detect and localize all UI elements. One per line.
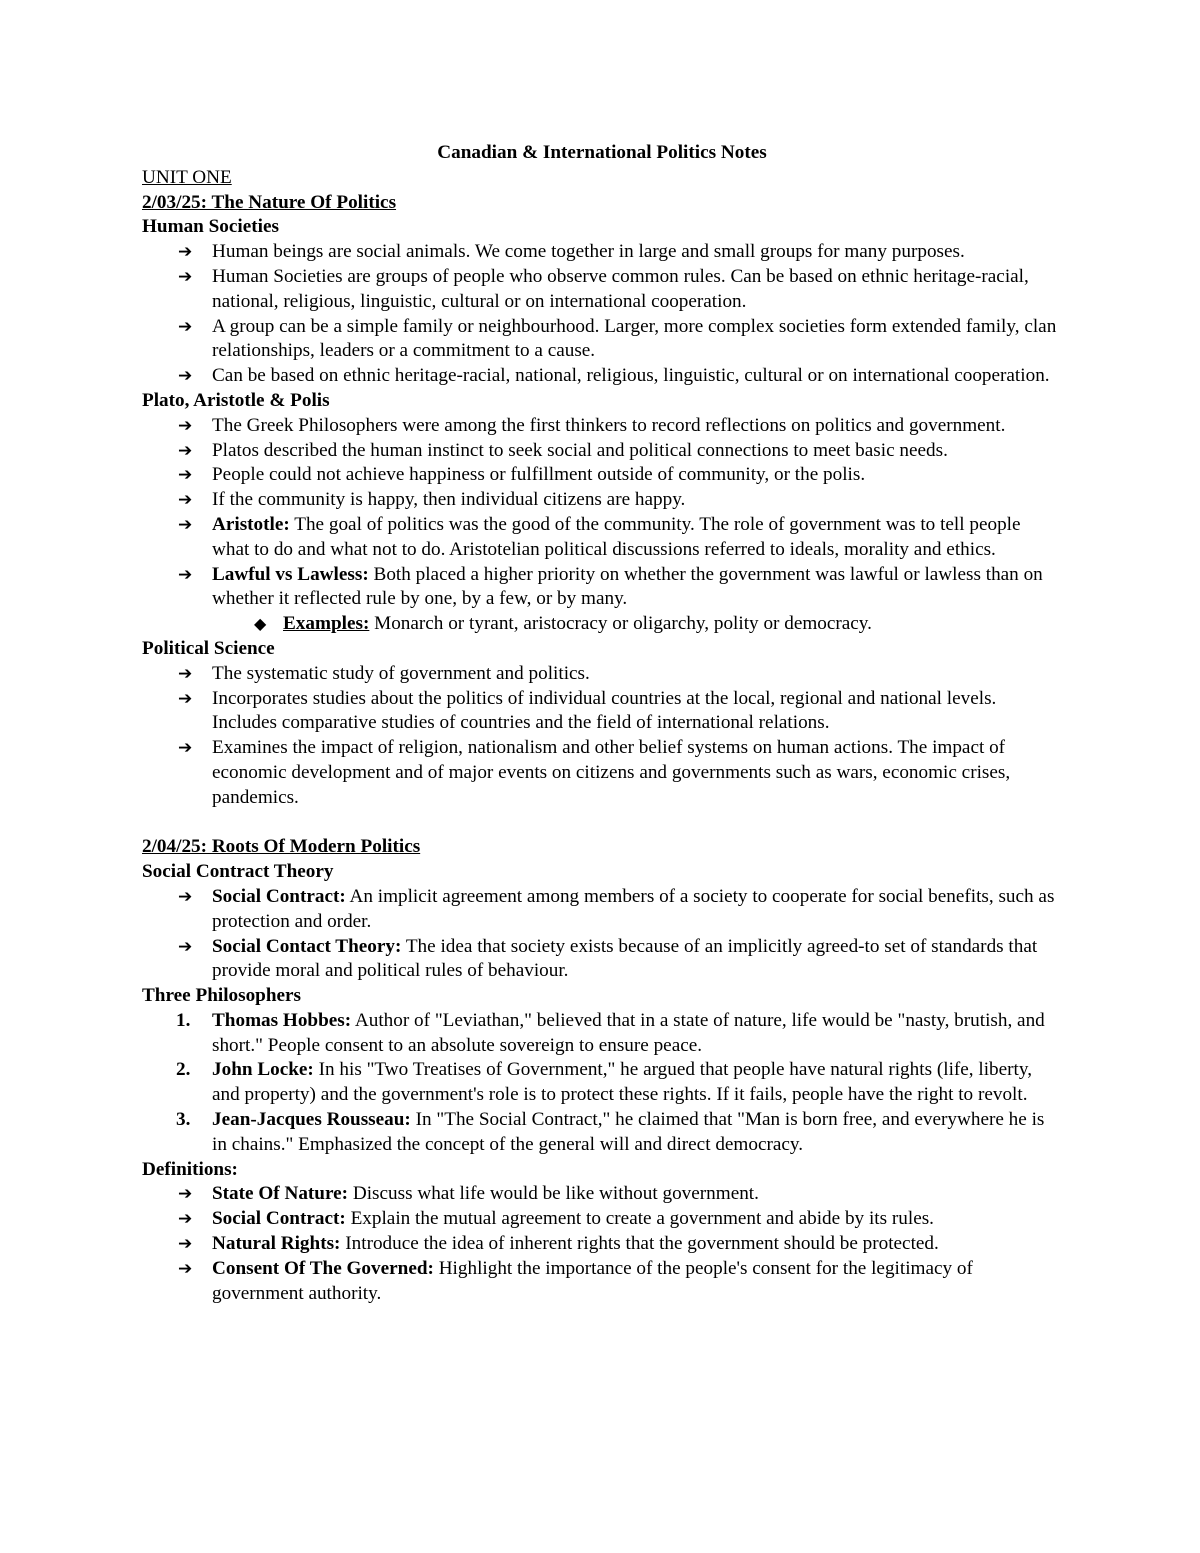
list-item xyxy=(142,1257,1062,1307)
term-label: Social Contract: xyxy=(212,1208,346,1230)
list-item xyxy=(142,439,1062,464)
list-item-text: People could not achieve happiness or fulfillment outside of community, or the polis. xyxy=(212,464,866,486)
blank-line xyxy=(142,811,1062,836)
list-item-text: If the community is happy, then individual citizens are happy. xyxy=(212,489,686,511)
list-item xyxy=(142,488,1062,513)
arrow-icon: ➔ xyxy=(178,440,193,461)
section-heading-social-contract: Social Contract Theory xyxy=(142,861,334,883)
term-text: Explain the mutual agreement to create a government and abide by its rules. xyxy=(345,1208,934,1230)
term-text: Monarch or tyrant, aristocracy or oligarchy, polity or democracy. xyxy=(369,613,872,635)
unit-heading: UNIT ONE xyxy=(142,166,232,188)
term-text: The goal of politics was the good of the community. The role of government was to tell people what to do and what not to do. Aristotelian political discussions referred to ideals, morality and ethics. xyxy=(212,513,1021,560)
page-title: Canadian & International Politics Notes xyxy=(437,142,767,163)
list-item xyxy=(142,1108,1062,1158)
list-item xyxy=(142,935,1062,985)
arrow-icon: ➔ xyxy=(178,1258,193,1279)
arrow-icon: ➔ xyxy=(178,415,193,436)
list-item xyxy=(142,563,1062,613)
term-label: John Locke: xyxy=(212,1059,314,1081)
date-heading: 2/03/25: The Nature Of Politics xyxy=(142,191,397,213)
list-item-text: Human beings are social animals. We come together in large and small groups for many purposes. xyxy=(212,241,965,263)
section-heading-definitions: Definitions: xyxy=(142,1158,238,1180)
list-item xyxy=(142,265,1062,315)
list-item xyxy=(142,1232,1062,1257)
arrow-icon: ➔ xyxy=(178,663,193,684)
term-label: Lawful vs Lawless: xyxy=(212,563,369,585)
list-item-text: The Greek Philosophers were among the first thinkers to record reflections on politics and government. xyxy=(212,414,1006,436)
numbered-list xyxy=(142,1009,1062,1158)
date-heading: 2/04/25: Roots Of Modern Politics xyxy=(142,836,421,858)
arrow-icon: ➔ xyxy=(178,564,193,585)
arrow-icon: ➔ xyxy=(178,316,193,337)
bullet-list xyxy=(142,240,1062,389)
section-heading-plato: Plato, Aristotle & Polis xyxy=(142,389,330,411)
arrow-icon: ➔ xyxy=(178,1184,193,1205)
list-item xyxy=(142,1182,1062,1207)
bullet-list xyxy=(142,662,1062,811)
term-label: Consent Of The Governed: xyxy=(212,1257,434,1279)
arrow-icon: ➔ xyxy=(178,738,193,759)
section-heading-political-science: Political Science xyxy=(142,637,275,659)
sub-bullet-list xyxy=(142,612,1062,637)
arrow-icon: ➔ xyxy=(178,936,193,957)
list-item-text: Examines the impact of religion, nationalism and other belief systems on human actions. The impact of economic development and of major events on citizens and governments such as wars, economic crises, pandemics. xyxy=(212,737,1011,808)
list-item-text: Platos described the human instinct to seek social and political connections to meet basic needs. xyxy=(212,439,948,461)
term-label: Social Contact Theory: xyxy=(212,935,402,957)
term-text: Discuss what life would be like without government. xyxy=(348,1183,759,1205)
list-item xyxy=(142,315,1062,365)
term-text: In "The Social Contract," he claimed that "Man is born free, and everywhere he is in chains." Emphasized the concept of the general will and direct democracy. xyxy=(212,1109,1045,1155)
list-item-text: Human Societies are groups of people who observe common rules. Can be based on ethnic heritage-racial, national, religious, linguistic, cultural or on international cooperation. xyxy=(212,265,1029,312)
term-label: Natural Rights: xyxy=(212,1233,341,1255)
list-item-text: Can be based on ethnic heritage-racial, national, religious, linguistic, cultural or on international cooperation. xyxy=(212,365,1050,387)
list-item xyxy=(142,463,1062,488)
list-item-text: A group can be a simple family or neighbourhood. Larger, more complex societies form extended family, clan relationships, leaders or a commitment to a cause. xyxy=(212,315,1057,362)
list-item xyxy=(142,736,1062,810)
term-text: Author of "Leviathan," believed that in a state of nature, life would be "nasty, brutish, and short." People consent to an absolute sovereign to ensure peace. xyxy=(212,1009,1045,1056)
bullet-list xyxy=(142,1182,1062,1306)
term-label: Thomas Hobbes: xyxy=(212,1009,352,1031)
section-heading-philosophers: Three Philosophers xyxy=(142,985,302,1007)
term-text: The idea that society exists because of an implicitly agreed-to set of standards that provide moral and political rules of behaviour. xyxy=(212,935,1038,982)
list-item xyxy=(142,662,1062,687)
arrow-icon: ➔ xyxy=(178,465,193,486)
arrow-icon: ➔ xyxy=(178,1234,193,1255)
section-heading-human-societies: Human Societies xyxy=(142,216,279,238)
sub-list-item xyxy=(142,612,1062,637)
list-item xyxy=(142,885,1062,935)
term-label: Aristotle: xyxy=(212,513,290,535)
list-item xyxy=(142,513,1062,563)
term-text: Both placed a higher priority on whether the government was lawful or lawless than on whether it reflected rule by one, by a few, or by many. xyxy=(212,563,1043,610)
list-item xyxy=(142,687,1062,737)
term-label: State Of Nature: xyxy=(212,1183,349,1205)
arrow-icon: ➔ xyxy=(178,366,193,387)
arrow-icon: ➔ xyxy=(178,266,193,287)
arrow-icon: ➔ xyxy=(178,688,193,709)
term-label: Examples: xyxy=(283,613,370,635)
term-text: An implicit agreement among members of a society to cooperate for social benefits, such as protection and order. xyxy=(212,885,1055,932)
list-item xyxy=(142,1058,1062,1108)
term-label: Social Contract: xyxy=(212,885,346,907)
arrow-icon: ➔ xyxy=(178,242,193,263)
term-text: In his "Two Treatises of Government," he argued that people have natural rights (life, liberty, and property) and the government's role is to protect these rights. If it fails, people have the right to revolt. xyxy=(212,1059,1033,1106)
document-page xyxy=(142,141,1062,1306)
term-text: Introduce the idea of inherent rights that the government should be protected. xyxy=(340,1233,939,1255)
bullet-list xyxy=(142,414,1062,612)
arrow-icon: ➔ xyxy=(178,886,193,907)
list-number: 1. xyxy=(176,1009,191,1031)
term-label: Jean-Jacques Rousseau: xyxy=(212,1109,411,1131)
list-item xyxy=(142,1207,1062,1232)
list-number: 2. xyxy=(176,1059,191,1081)
list-item xyxy=(142,1009,1062,1059)
bullet-list xyxy=(142,885,1062,984)
list-item-text: Incorporates studies about the politics of individual countries at the local, regional and national levels. Includes comparative studies of countries and the field of international relations. xyxy=(212,687,997,734)
arrow-icon: ➔ xyxy=(178,514,193,535)
arrow-icon: ➔ xyxy=(178,1209,193,1230)
arrow-icon: ➔ xyxy=(178,490,193,511)
list-number: 3. xyxy=(176,1109,191,1131)
diamond-icon: ◆ xyxy=(254,614,267,634)
list-item xyxy=(142,414,1062,439)
list-item xyxy=(142,240,1062,265)
list-item xyxy=(142,364,1062,389)
list-item-text: The systematic study of government and politics. xyxy=(212,662,590,684)
term-text: Highlight the importance of the people's consent for the legitimacy of government authority. xyxy=(212,1257,973,1304)
